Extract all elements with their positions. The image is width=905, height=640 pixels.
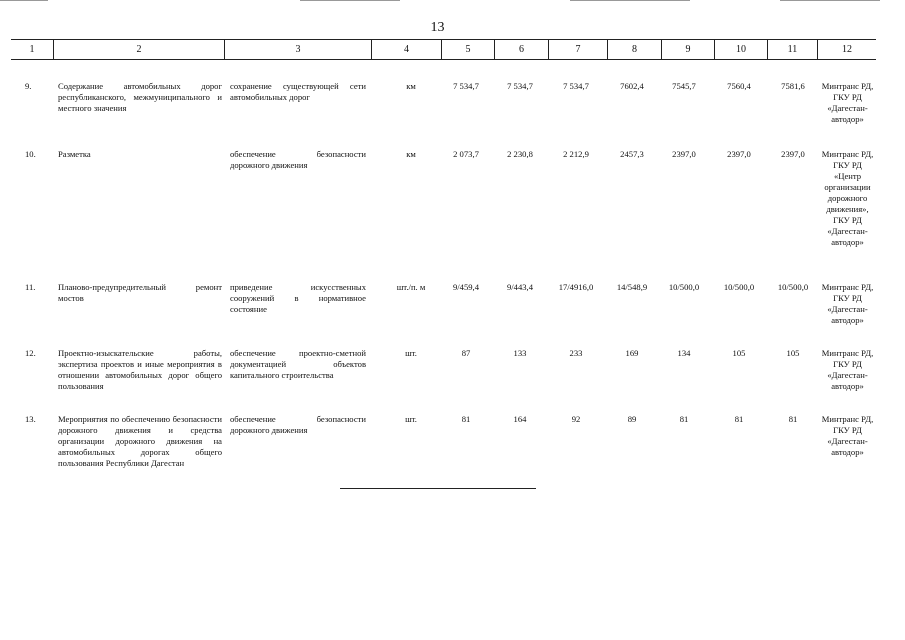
header-cell-10: 10 bbox=[714, 40, 767, 59]
value-col-11: 105 bbox=[786, 348, 800, 358]
activity-goal: обеспечение проектно-сметной документацией объектов капитального строительства bbox=[230, 348, 366, 380]
value-col-8: 14/548,9 bbox=[616, 282, 648, 292]
header-cell-11: 11 bbox=[767, 40, 817, 59]
value-col-11: 10/500,0 bbox=[777, 282, 809, 292]
scan-edge-line bbox=[570, 0, 690, 1]
value-col-7: 2 212,9 bbox=[563, 149, 589, 159]
value-col-6: 2 230,8 bbox=[507, 149, 533, 159]
value-col-6: 133 bbox=[513, 348, 527, 358]
unit-of-measure: шт. bbox=[405, 348, 417, 358]
activity-name: Планово-предупредительный ремонт мостов bbox=[58, 282, 222, 303]
value-col-9: 7545,7 bbox=[672, 81, 696, 91]
header-cell-8: 8 bbox=[607, 40, 661, 59]
responsible-agency: Минтранс РД, ГКУ РД «Центр организации дорожного движения», ГКУ РД «Дагестан-автодор» bbox=[821, 149, 874, 247]
value-col-8: 7602,4 bbox=[620, 81, 644, 91]
responsible-agency: Минтранс РД, ГКУ РД «Дагестан-автодор» bbox=[821, 348, 874, 391]
value-col-9: 2397,0 bbox=[672, 149, 696, 159]
value-col-8: 169 bbox=[625, 348, 639, 358]
row-number: 12. bbox=[25, 348, 36, 358]
activity-goal: приведение искусственных сооружений в нормативное состояние bbox=[230, 282, 366, 314]
activity-name: Мероприятия по обеспечению безопасности дорожного движения и средства организации дорожного движения на автомобильных дорогах общего пользования Республики Дагестан bbox=[58, 414, 222, 468]
activity-name: Разметка bbox=[58, 149, 91, 159]
value-col-7: 7 534,7 bbox=[563, 81, 589, 91]
value-col-10: 7560,4 bbox=[727, 81, 751, 91]
unit-of-measure: км bbox=[406, 149, 416, 159]
activity-goal: обеспечение безопасности дорожного движения bbox=[230, 149, 366, 170]
value-col-7: 92 bbox=[571, 414, 581, 424]
scan-edge-line bbox=[780, 0, 880, 1]
table-end-line bbox=[340, 488, 536, 489]
responsible-agency: Минтранс РД, ГКУ РД «Дагестан-автодор» bbox=[821, 414, 874, 457]
responsible-agency: Минтранс РД, ГКУ РД «Дагестан-автодор» bbox=[821, 282, 874, 325]
row-number: 11. bbox=[25, 282, 36, 292]
value-col-10: 2397,0 bbox=[727, 149, 751, 159]
page-number: 13 bbox=[430, 20, 445, 35]
value-col-8: 89 bbox=[627, 414, 637, 424]
value-col-9: 134 bbox=[677, 348, 691, 358]
value-col-11: 2397,0 bbox=[781, 149, 805, 159]
header-cell-12: 12 bbox=[817, 40, 876, 59]
responsible-agency: Минтранс РД, ГКУ РД «Дагестан-автодор» bbox=[821, 81, 874, 124]
value-col-7: 233 bbox=[569, 348, 583, 358]
table-header-row bbox=[11, 39, 876, 60]
value-col-8: 2457,3 bbox=[620, 149, 644, 159]
value-col-5: 7 534,7 bbox=[453, 81, 479, 91]
value-col-5: 9/459,4 bbox=[452, 282, 480, 292]
value-col-11: 81 bbox=[788, 414, 798, 424]
header-cell-4: 4 bbox=[371, 40, 441, 59]
row-number: 13. bbox=[25, 414, 36, 424]
row-number: 10. bbox=[25, 149, 36, 159]
value-col-6: 9/443,4 bbox=[506, 282, 534, 292]
unit-of-measure: шт./п. м bbox=[396, 282, 426, 292]
value-col-5: 81 bbox=[461, 414, 471, 424]
value-col-6: 164 bbox=[513, 414, 527, 424]
value-col-10: 105 bbox=[732, 348, 746, 358]
unit-of-measure: шт. bbox=[405, 414, 417, 424]
value-col-6: 7 534,7 bbox=[507, 81, 533, 91]
value-col-11: 7581,6 bbox=[781, 81, 805, 91]
value-col-5: 87 bbox=[461, 348, 471, 358]
header-cell-5: 5 bbox=[441, 40, 494, 59]
activity-name: Содержание автомобильных дорог республиканского, межмуниципального и местного значения bbox=[58, 81, 222, 113]
row-number: 9. bbox=[25, 81, 32, 91]
activity-goal: сохранение существующей сети автомобильных дорог bbox=[230, 81, 366, 102]
value-col-10: 81 bbox=[734, 414, 744, 424]
header-cell-2: 2 bbox=[53, 40, 224, 59]
header-cell-1: 1 bbox=[29, 44, 35, 55]
scan-edge-line bbox=[0, 0, 48, 1]
scan-edge-line bbox=[300, 0, 400, 1]
value-col-10: 10/500,0 bbox=[723, 282, 755, 292]
header-cell-6: 6 bbox=[494, 40, 548, 59]
value-col-9: 81 bbox=[679, 414, 689, 424]
value-col-7: 17/4916,0 bbox=[558, 282, 594, 292]
value-col-5: 2 073,7 bbox=[453, 149, 479, 159]
activity-goal: обеспечение безопасности дорожного движения bbox=[230, 414, 366, 435]
header-cell-9: 9 bbox=[661, 40, 714, 59]
value-col-9: 10/500,0 bbox=[668, 282, 700, 292]
unit-of-measure: км bbox=[406, 81, 416, 91]
activity-name: Проектно-изыскательские работы, экспертиза проектов и иные мероприятия в отношении автомобильных дорог общего пользования bbox=[58, 348, 222, 391]
header-cell-3: 3 bbox=[224, 40, 371, 59]
header-cell-7: 7 bbox=[548, 40, 607, 59]
